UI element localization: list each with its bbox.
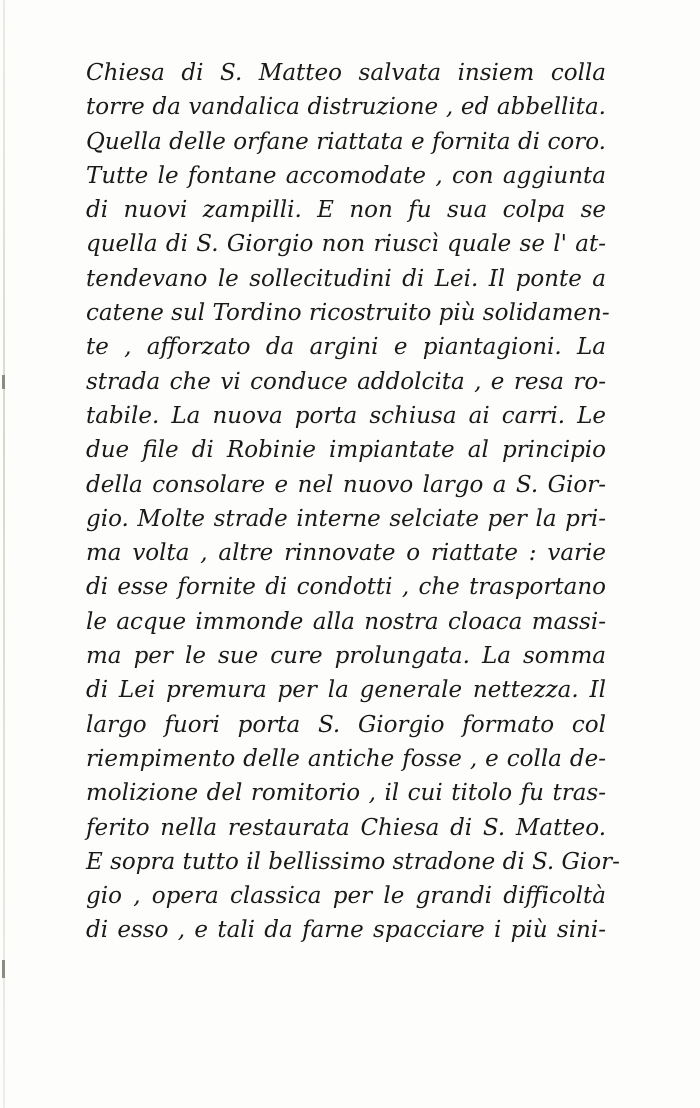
text-line: torre da vandalica distruzione , ed abbellita. (86, 94, 606, 121)
text-line: ferito nella restaurata Chiesa di S. Matteo. (86, 814, 606, 841)
text-line: gio. Molte strade interne selciate per la pri- (86, 505, 606, 532)
text-line: di esso , e tali da farne spacciare i più sini- (86, 917, 606, 944)
text-line: le acque immonde alla nostra cloaca massi- (86, 608, 606, 635)
text-line: ma volta , altre rinnovate o riattate : varie (86, 540, 606, 567)
text-line: ma per le sue cure prolungata. La somma (86, 643, 606, 670)
text-line: due file di Robinie impiantate al principio (86, 437, 606, 464)
text-line: tabile. La nuova porta schiusa ai carri. Le (86, 402, 606, 429)
text-line: te , afforzato da argini e piantagioni. La (86, 334, 606, 361)
text-line: molizione del romitorio , il cui titolo fu tras- (86, 780, 606, 807)
text-line: di nuovi zampilli. E non fu sua colpa se (86, 197, 606, 224)
text-line: di Lei premura per la generale nettezza. Il (86, 677, 606, 704)
text-line: riempimento delle antiche fosse , e colla de- (86, 745, 606, 772)
text-line: gio , opera classica per le grandi difficoltà (86, 883, 606, 910)
text-line: Quella delle orfane riattata e fornita di coro. (86, 128, 606, 155)
text-line: tendevano le sollecitudini di Lei. Il ponte a (86, 265, 606, 292)
text-line: di esse fornite di condotti , che trasportano (86, 574, 606, 601)
gutter-mark (2, 960, 5, 978)
text-line: E sopra tutto il bellissimo stradone di S. Gior- (86, 848, 620, 875)
gutter-mark (2, 375, 5, 389)
text-line: Chiesa di S. Matteo salvata insiem colla (86, 60, 606, 86)
text-line: della consolare e nel nuovo largo a S. Gior- (86, 471, 606, 498)
text-line: Tutte le fontane accomodate , con aggiunta (86, 162, 606, 189)
page-gutter-edge (3, 0, 5, 1108)
body-text (86, 56, 620, 948)
text-line: largo fuori porta S. Giorgio formato col (86, 711, 606, 738)
text-line: quella di S. Giorgio non riuscì quale se l' at- (86, 231, 606, 258)
text-line: catene sul Tordino ricostruito più solidamen- (86, 300, 610, 327)
text-line: strada che vi conduce addolcita , e resa ro- (86, 368, 606, 395)
